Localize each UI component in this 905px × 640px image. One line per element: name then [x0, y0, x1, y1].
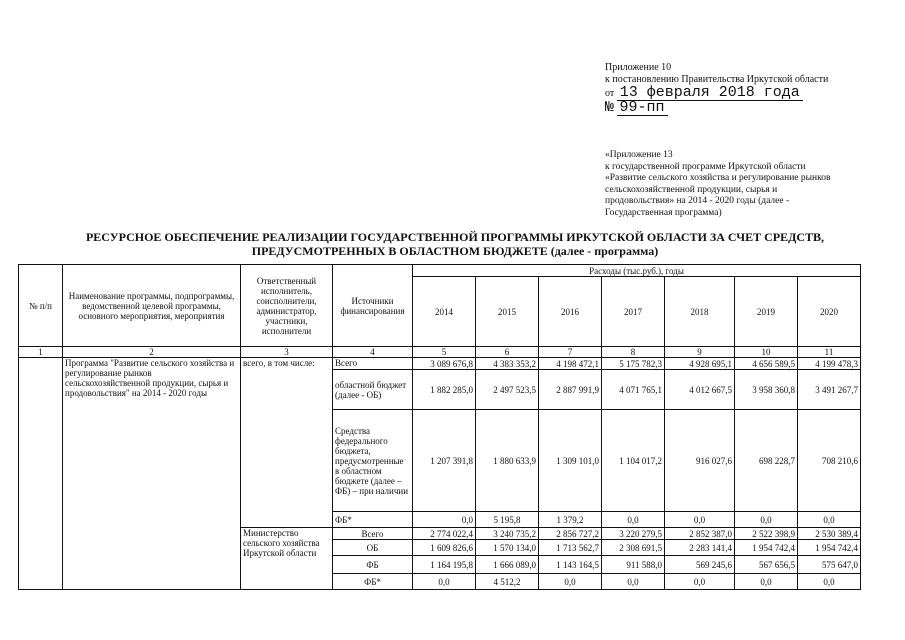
col-number: 11	[798, 347, 861, 358]
value-cell: 0,0	[539, 574, 602, 590]
value-cell: 1 954 742,4	[735, 540, 798, 556]
value-cell: 1 954 742,4	[798, 540, 861, 556]
value-cell: 0,0	[798, 512, 861, 528]
col-number: 8	[602, 347, 665, 358]
value-cell: 2 522 398,9	[735, 528, 798, 540]
value-cell: 1 666 089,0	[476, 556, 539, 574]
header-name: Наименование программы, подпрограммы, ведомственной целевой программы, основного мероприятия, мероприятия	[63, 265, 241, 347]
appendix-date-prefix: от	[605, 88, 615, 99]
header-year: 2018	[665, 277, 735, 347]
col-number: 9	[665, 347, 735, 358]
table-row	[19, 358, 861, 370]
appendix-num-prefix: №	[605, 99, 615, 116]
value-cell: 911 588,0	[602, 556, 665, 574]
value-cell: 2 308 691,5	[602, 540, 665, 556]
appendix-date-value: 13 февраля 2018 года	[617, 86, 803, 101]
header-expenses: Расходы (тыс.руб.), годы	[413, 265, 861, 277]
document-title	[40, 230, 870, 258]
value-cell: 0,0	[735, 512, 798, 528]
value-cell: 2 774 022,4	[413, 528, 476, 540]
value-cell: 0,0	[665, 574, 735, 590]
value-cell: 4 198 472,1	[539, 358, 602, 370]
program-name-cell: Программа "Развитие сельского хозяйства и регулирование рынков сельскохозяйственной продукции, сырья и продовольствия" на 2014 - 2020 годы	[63, 358, 241, 590]
value-cell: 3 220 279,5	[602, 528, 665, 540]
appendix2-line: продовольствия» на 2014 - 2020 годы (далее -	[605, 196, 790, 206]
value-cell: 1 713 562,7	[539, 540, 602, 556]
appendix-number	[605, 101, 828, 116]
header-year: 2017	[602, 277, 665, 347]
value-cell: 698 228,7	[735, 410, 798, 512]
value-cell: 575 647,0	[798, 556, 861, 574]
value-cell: 4 512,2	[476, 574, 539, 590]
col-number: 3	[241, 347, 333, 358]
appendix2-line: «Развитие сельского хозяйства и регулирование рынков	[605, 173, 831, 183]
column-numbers-row	[19, 347, 861, 358]
col-number: 5	[413, 347, 476, 358]
source-cell: областной бюджет (далее - ОБ)	[333, 370, 413, 410]
title-line1: РЕСУРСНОЕ ОБЕСПЕЧЕНИЕ РЕАЛИЗАЦИИ ГОСУДАРСТВЕННОЙ ПРОГРАММЫ ИРКУТСКОЙ ОБЛАСТИ ЗА СЧЕТ СРЕДСТВ,	[85, 230, 825, 244]
value-cell: 0,0	[413, 574, 476, 590]
executor-cell: Министерство сельского хозяйства Иркутской области	[241, 528, 333, 590]
appendix-line1: Приложение 10	[605, 62, 672, 73]
executor-cell: всего, в том числе:	[241, 358, 333, 528]
value-cell: 4 199 478,3	[798, 358, 861, 370]
header-year: 2019	[735, 277, 798, 347]
value-cell: 2 852 387,0	[665, 528, 735, 540]
value-cell: 2 887 991,9	[539, 370, 602, 410]
value-cell: 2 283 141,4	[665, 540, 735, 556]
row-num-cell	[19, 358, 63, 590]
header-year: 2020	[798, 277, 861, 347]
col-number: 7	[539, 347, 602, 358]
value-cell: 916 027,6	[665, 410, 735, 512]
source-cell: Всего	[333, 528, 413, 540]
value-cell: 0,0	[735, 574, 798, 590]
value-cell: 3 089 676,8	[413, 358, 476, 370]
source-cell: ФБ	[333, 556, 413, 574]
source-cell: ФБ*	[333, 512, 413, 528]
value-cell: 0,0	[602, 512, 665, 528]
value-cell: 567 656,5	[735, 556, 798, 574]
appendix2-line: Государственная программа)	[605, 207, 722, 218]
header-executor: Ответственный исполнитель, соисполнители, администратор, участники, исполнители	[241, 265, 333, 347]
header-row-1	[19, 265, 861, 277]
appendix2-line: сельскохозяйственной продукции, сырья и	[605, 184, 778, 195]
appendix-line2: к постановлению Правительства Иркутской области	[605, 74, 829, 85]
source-cell: ОБ	[333, 540, 413, 556]
appendix2-line: к государственной программе Иркутской области	[605, 161, 806, 172]
col-number: 1	[19, 347, 63, 358]
value-cell: 4 383 353,2	[476, 358, 539, 370]
value-cell: 708 210,6	[798, 410, 861, 512]
header-num: № п/п	[19, 265, 63, 347]
value-cell: 4 656 589,5	[735, 358, 798, 370]
value-cell: 0,0	[798, 574, 861, 590]
value-cell: 1 379,2	[539, 512, 602, 528]
value-cell: 3 240 735,2	[476, 528, 539, 540]
appendix2-block	[605, 150, 835, 219]
value-cell: 0,0	[602, 574, 665, 590]
value-cell: 0,0	[665, 512, 735, 528]
value-cell: 1 570 134,0	[476, 540, 539, 556]
appendix-num-value: 99-пп	[617, 101, 668, 116]
col-number: 6	[476, 347, 539, 358]
col-number: 2	[63, 347, 241, 358]
appendix-block	[605, 62, 828, 116]
value-cell: 1 880 633,9	[476, 410, 539, 512]
value-cell: 4 928 695,1	[665, 358, 735, 370]
value-cell: 1 309 101,0	[539, 410, 602, 512]
value-cell: 5 175 782,3	[602, 358, 665, 370]
value-cell: 2 530 389,4	[798, 528, 861, 540]
value-cell: 2 497 523,5	[476, 370, 539, 410]
value-cell: 1 164 195,8	[413, 556, 476, 574]
col-number: 4	[333, 347, 413, 358]
header-year: 2015	[476, 277, 539, 347]
value-cell: 2 856 727,2	[539, 528, 602, 540]
resource-table-wrap	[18, 264, 861, 590]
value-cell: 4 071 765,1	[602, 370, 665, 410]
title-line2: ПРЕДУСМОТРЕННЫХ В ОБЛАСТНОМ БЮДЖЕТЕ (далее - программа)	[251, 244, 659, 258]
col-number: 10	[735, 347, 798, 358]
value-cell: 1 143 164,5	[539, 556, 602, 574]
header-year: 2014	[413, 277, 476, 347]
value-cell: 1 207 391,8	[413, 410, 476, 512]
value-cell: 3 958 360,8	[735, 370, 798, 410]
source-cell: Средства федерального бюджета, предусмотренные в областном бюджете (далее – ФБ) – при наличии	[333, 410, 413, 512]
header-source: Источники финансирования	[333, 265, 413, 347]
appendix2-line: «Приложение 13	[605, 150, 673, 160]
value-cell: 0,0	[413, 512, 476, 528]
value-cell: 1 609 826,6	[413, 540, 476, 556]
value-cell: 4 012 667,5	[665, 370, 735, 410]
source-cell: Всего	[333, 358, 413, 370]
value-cell: 1 882 285,0	[413, 370, 476, 410]
resource-table	[18, 264, 861, 590]
value-cell: 5 195,8	[476, 512, 539, 528]
value-cell: 1 104 017,2	[602, 410, 665, 512]
source-cell: ФБ*	[333, 574, 413, 590]
header-year: 2016	[539, 277, 602, 347]
value-cell: 3 491 267,7	[798, 370, 861, 410]
value-cell: 569 245,6	[665, 556, 735, 574]
